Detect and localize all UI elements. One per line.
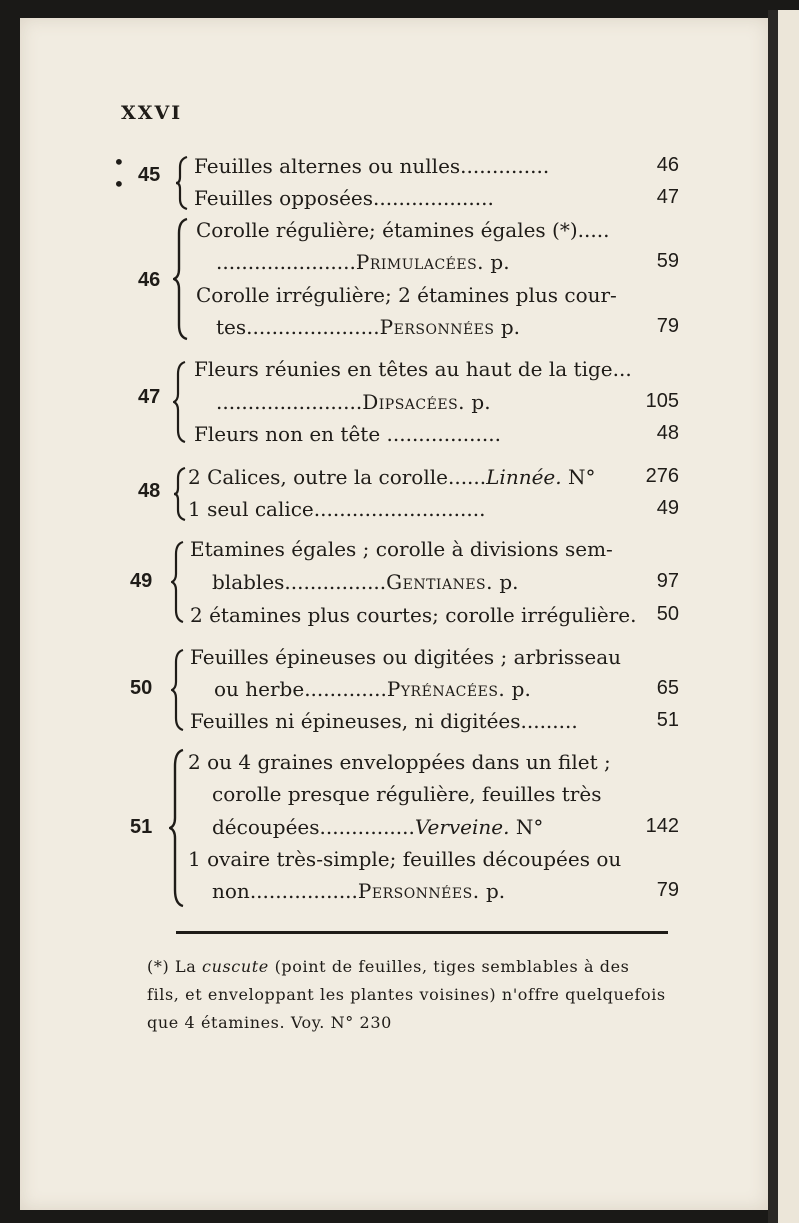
- brace: [173, 217, 191, 341]
- entry-number: 46: [138, 269, 161, 291]
- brace: [171, 648, 187, 732]
- key-line: Feuilles opposées...................: [194, 186, 494, 210]
- key-line: 2 ou 4 graines enveloppées dans un filet ;: [188, 750, 611, 774]
- entry-number: 48: [138, 480, 161, 502]
- ink-mark: •: [113, 150, 125, 174]
- key-line: 1 ovaire très-simple; feuilles découpées ou: [188, 847, 622, 871]
- brace: [175, 155, 191, 211]
- key-line: Fleurs non en tête ..................: [194, 422, 501, 446]
- brace: [171, 540, 187, 624]
- key-reference: 65: [656, 677, 679, 699]
- key-line: non.................Personnées. p.: [212, 879, 506, 903]
- entry-number: 47: [138, 386, 161, 408]
- key-reference: 59: [656, 250, 679, 272]
- footnote-line: que 4 étamines. Voy. N° 230: [147, 1013, 392, 1032]
- key-line: 2 étamines plus courtes; corolle irrégulière.: [190, 603, 637, 627]
- key-line: ......................Primulacées. p.: [216, 250, 510, 274]
- key-line: Fleurs réunies en têtes au haut de la tige...: [194, 357, 632, 381]
- footnote-line: (*) La cuscute (point de feuilles, tiges semblables à des: [147, 957, 630, 976]
- entry-number: 45: [138, 164, 161, 186]
- key-reference: 142: [645, 815, 679, 837]
- key-reference: 46: [656, 154, 679, 176]
- key-line: Feuilles épineuses ou digitées ; arbrisseau: [190, 645, 622, 669]
- key-reference: 276: [645, 465, 679, 487]
- key-line: Feuilles alternes ou nulles..............: [194, 154, 550, 178]
- key-line: Etamines égales ; corolle à divisions sem-: [190, 537, 613, 561]
- key-line: tes.....................Personnées p.: [216, 315, 521, 339]
- key-reference: 47: [656, 186, 679, 208]
- entry-number: 50: [130, 677, 153, 699]
- key-reference: 48: [656, 422, 679, 444]
- key-line: .......................Dipsacées. p.: [216, 390, 491, 414]
- entry-number: 51: [130, 816, 153, 838]
- brace: [173, 360, 189, 444]
- ink-mark: •: [113, 172, 125, 196]
- book-gutter: [768, 10, 778, 1223]
- key-reference: 49: [656, 497, 679, 519]
- footnote-rule: [176, 931, 668, 934]
- key-reference: 97: [656, 570, 679, 592]
- key-line: 1 seul calice...........................: [188, 497, 486, 521]
- key-reference: 79: [656, 315, 679, 337]
- key-reference: 105: [645, 390, 679, 412]
- key-line: blables................Gentianes. p.: [212, 570, 519, 594]
- key-line: découpées...............Verveine. N°: [212, 815, 544, 839]
- page-header: XXVI: [121, 102, 183, 124]
- brace: [173, 466, 189, 522]
- brace: [169, 748, 187, 908]
- key-line: Corolle régulière; étamines égales (*).....: [196, 218, 610, 242]
- key-line: Feuilles ni épineuses, ni digitées.........: [190, 709, 578, 733]
- key-line: 2 Calices, outre la corolle......Linnée. N°: [188, 465, 596, 489]
- key-line: Corolle irrégulière; 2 étamines plus cour-: [196, 283, 617, 307]
- key-line: ou herbe.............Pyrénacées. p.: [214, 677, 531, 701]
- key-line: corolle presque régulière, feuilles très: [212, 782, 602, 806]
- key-reference: 51: [656, 709, 679, 731]
- key-reference: 79: [656, 879, 679, 901]
- footnote-line: fils, et enveloppant les plantes voisines) n'offre quelquefois: [147, 985, 666, 1004]
- key-reference: 50: [656, 603, 679, 625]
- entry-number: 49: [130, 570, 153, 592]
